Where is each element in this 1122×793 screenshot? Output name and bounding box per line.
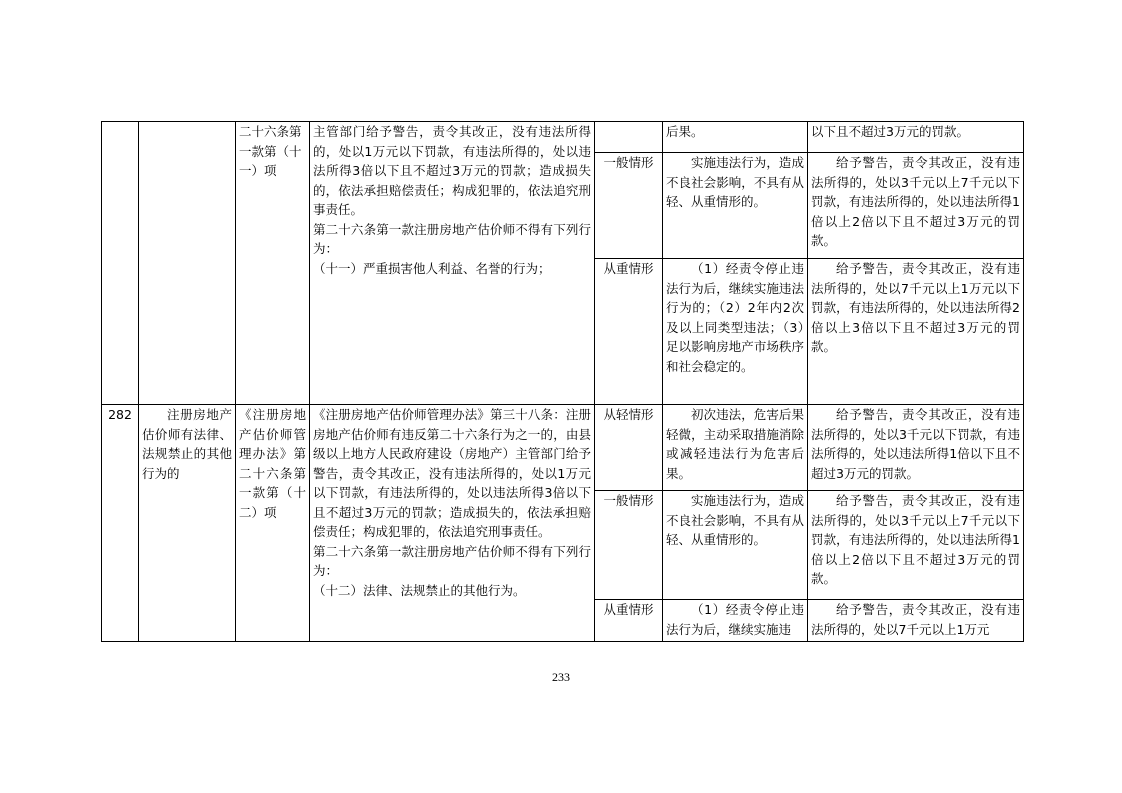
prev-heavy-label-cell: 从重情形 bbox=[595, 259, 663, 405]
prev-basis-cell: 二十六条第一款第（十一）项 bbox=[236, 122, 310, 405]
item-light-situation-cell: 初次违法，危害后果轻微，主动采取措施消除或减轻违法行为危害后果。 bbox=[663, 405, 808, 491]
prev-light-standard-cell: 以下且不超过3万元的罚款。 bbox=[808, 122, 1024, 153]
item-general-label-cell: 一般情形 bbox=[595, 491, 663, 600]
item-basis-cell: 《注册房地产估价师管理办法》第二十六条第一款第（十二）项 bbox=[236, 405, 310, 642]
prev-light-situation-cell: 后果。 bbox=[663, 122, 808, 153]
item-general-situation-cell: 实施违法行为，造成不良社会影响，不具有从轻、从重情形的。 bbox=[663, 491, 808, 600]
item-penalty-basis-para-2: 第二十六条第一款注册房地产估价师不得有下列行为： bbox=[313, 543, 591, 578]
item-light-standard-cell: 给予警告，责令其改正，没有违法所得的，处以3千元以下罚款，有违法所得的，处以违法所得1倍以下且不超过3万元的罚款。 bbox=[808, 405, 1024, 491]
prev-penalty-basis-para-2: 第二十六条第一款注册房地产估价师不得有下列行为： bbox=[313, 221, 591, 256]
prev-light-label-cell bbox=[595, 122, 663, 153]
item-number-cell: 282 bbox=[102, 405, 139, 642]
item-name-cell: 注册房地产估价师有法律、法规禁止的其他行为的 bbox=[139, 405, 236, 642]
page-number: 233 bbox=[552, 670, 570, 684]
prev-heavy-situation-cell: （1）经责令停止违法行为后，继续实施违法行为的；（2）2年内2次及以上同类型违法；（3）足以影响房地产市场秩序和社会稳定的。 bbox=[663, 259, 808, 405]
item-penalty-basis-para-1: 《注册房地产估价师管理办法》第三十八条：注册房地产估价师有违反第二十六条行为之一的，由县级以上地方人民政府建设（房地产）主管部门给予警告，责令其改正，没有违法所得的，处以1万元以下罚款，有违法所得的，处以违法所得3倍以下且不超过3万元的罚款；造成损失的，依法承担赔偿责任；构成犯罪的，依法追究刑事责任。 bbox=[313, 407, 591, 539]
item-light-label-cell: 从轻情形 bbox=[595, 405, 663, 491]
item-penalty-basis-cell bbox=[310, 405, 595, 642]
table-row-282-light bbox=[102, 405, 1024, 491]
prev-penalty-basis-para-3: （十一）严重损害他人利益、名誉的行为； bbox=[313, 260, 551, 276]
prev-general-label-cell: 一般情形 bbox=[595, 153, 663, 259]
item-heavy-label-cell: 从重情形 bbox=[595, 600, 663, 642]
penalty-standards-table bbox=[101, 121, 1024, 642]
item-heavy-situation-cell: （1）经责令停止违法行为后，继续实施违 bbox=[663, 600, 808, 642]
table-row-prev-light bbox=[102, 122, 1024, 153]
prev-penalty-basis-para-1: 主管部门给予警告，责令其改正，没有违法所得的，处以1万元以下罚款，有违法所得的，处以违法所得3倍以下且不超过3万元的罚款；造成损失的，依法承担赔偿责任；构成犯罪的，依法追究刑事责任。 bbox=[313, 124, 591, 217]
prev-penalty-basis-cell bbox=[310, 122, 595, 405]
prev-name-cell bbox=[139, 122, 236, 405]
item-general-standard-cell: 给予警告，责令其改正，没有违法所得的，处以3千元以上7千元以下罚款，有违法所得的，处以违法所得1倍以上2倍以下且不超过3万元的罚款。 bbox=[808, 491, 1024, 600]
item-penalty-basis-para-3: （十二）法律、法规禁止的其他行为。 bbox=[313, 582, 526, 598]
prev-heavy-standard-cell: 给予警告，责令其改正，没有违法所得的，处以7千元以上1万元以下罚款，有违法所得的，处以违法所得2倍以上3倍以下且不超过3万元的罚款。 bbox=[808, 259, 1024, 405]
prev-general-standard-cell: 给予警告，责令其改正，没有违法所得的，处以3千元以上7千元以下罚款，有违法所得的，处以违法所得1倍以上2倍以下且不超过3万元的罚款。 bbox=[808, 153, 1024, 259]
prev-general-situation-cell: 实施违法行为，造成不良社会影响，不具有从轻、从重情形的。 bbox=[663, 153, 808, 259]
prev-number-cell bbox=[102, 122, 139, 405]
item-heavy-standard-cell: 给予警告，责令其改正，没有违法所得的，处以7千元以上1万元 bbox=[808, 600, 1024, 642]
